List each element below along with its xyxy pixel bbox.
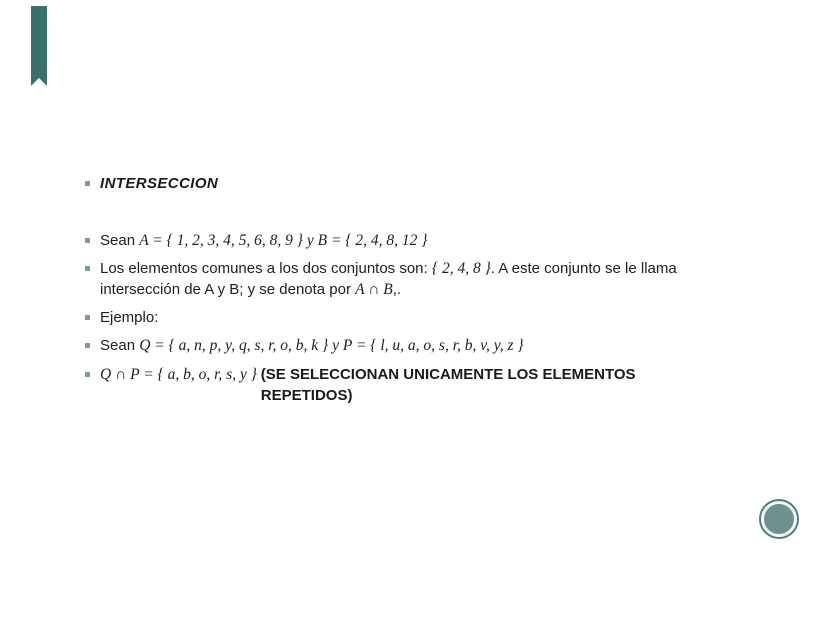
text-sean: Sean bbox=[100, 337, 140, 354]
bullet-icon bbox=[85, 315, 90, 320]
bullet-icon bbox=[85, 266, 90, 271]
text-punct: ,. bbox=[392, 281, 402, 298]
text-elementos: Los elementos comunes a los dos conjuntos son: bbox=[100, 260, 432, 277]
bullet-text bbox=[100, 335, 524, 357]
bullet-row-ejemplo bbox=[85, 307, 757, 329]
bullet-icon bbox=[85, 343, 90, 348]
ribbon-icon bbox=[31, 6, 47, 86]
math-sets-ab: A = { 1, 2, 3, 4, 5, 6, 8, 9 } y B = { 2, 4, 8, 12 } bbox=[139, 232, 428, 249]
title-row bbox=[85, 174, 757, 194]
slide-content bbox=[85, 174, 757, 406]
text-ejemplo: Ejemplo: bbox=[100, 309, 159, 326]
math-common-set: { 2, 4, 8 } bbox=[431, 260, 491, 277]
math-q-intersect-p: Q ∩ P = { a, b, o, r, s, y } bbox=[100, 366, 261, 383]
bullet-row-sets-qp bbox=[85, 335, 757, 357]
bullet-text bbox=[100, 307, 158, 329]
badge-circle bbox=[761, 501, 797, 537]
math-sets-qp: Q = { a, n, p, y, q, s, r, o, b, k } y P = { l, u, a, o, s, r, b, v, y, z } bbox=[139, 337, 524, 354]
math-a-intersect-b: A ∩ B bbox=[355, 281, 393, 298]
bullet-text bbox=[100, 364, 701, 406]
bullet-icon bbox=[85, 372, 90, 377]
bullet-row-explanation bbox=[85, 258, 757, 300]
bullet-row-result bbox=[85, 364, 757, 406]
bullet-text bbox=[100, 230, 427, 252]
text-sean: Sean bbox=[100, 232, 140, 249]
text-denota: . A este conjunto se le llama intersección de A y B; y se denota por bbox=[100, 260, 677, 298]
bullet-icon bbox=[85, 238, 90, 243]
bullet-icon bbox=[85, 181, 90, 186]
text-note-bold: (SE SELECCIONAN UNICAMENTE LOS ELEMENTOS REPETIDOS) bbox=[260, 366, 636, 404]
bullet-text bbox=[100, 258, 755, 300]
bullet-row-sets-ab bbox=[85, 230, 757, 252]
page-title: INTERSECCION bbox=[100, 175, 219, 192]
